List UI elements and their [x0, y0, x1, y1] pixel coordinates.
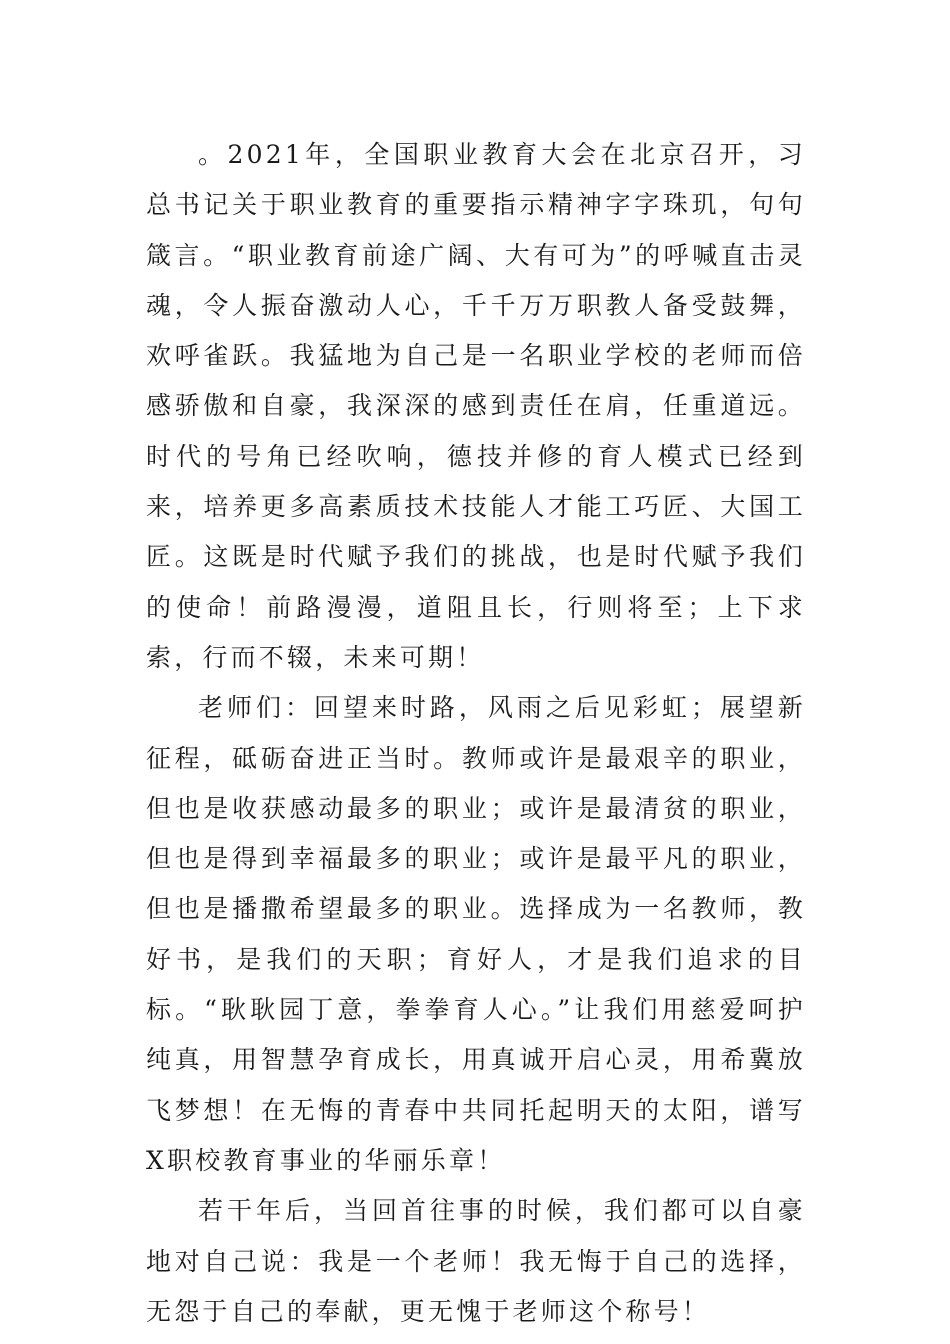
paragraph-3: 若干年后，当回首往事的时候，我们都可以自豪地对自己说：我是一个老师！我无悔于自己的选择，无怨于自己的奉献，更无愧于老师这个称号！: [146, 1196, 806, 1326]
paragraph-1: 。2021年，全国职业教育大会在北京召开，习总书记关于职业教育的重要指示精神字字珠玑，句句箴言。“职业教育前途广阔、大有可为”的呼喊直击灵魂，令人振奋激动人心，千千万万职教人备受鼓舞，欢呼雀跃。我猛地为自己是一名职业学校的老师而倍感骄傲和自豪，我深深的感到责任在肩，任重道远。时代的号角已经吹响，德技并修的育人模式已经到来，培养更多高素质技术技能人才能工巧匠、大国工匠。这既是时代赋予我们的挑战，也是时代赋予我们的使命！前路漫漫，道阻且长，行则将至；上下求索，行而不辍，未来可期！: [146, 140, 806, 672]
document-body: [146, 130, 806, 1337]
paragraph-2: 老师们：回望来时路，风雨之后见彩虹；展望新征程，砥砺奋进正当时。教师或许是最艰辛的职业，但也是收获感动最多的职业；或许是最清贫的职业，但也是得到幸福最多的职业；或许是最平凡的职业，但也是播撒希望最多的职业。选择成为一名教师，教好书，是我们的天职；育好人，才是我们追求的目标。“耿耿园丁意，拳拳育人心。”让我们用慈爱呵护纯真，用智慧孕育成长，用真诚开启心灵，用希冀放飞梦想！在无悔的青春中共同托起明天的太阳，谱写X职校教育事业的华丽乐章！: [146, 693, 806, 1175]
